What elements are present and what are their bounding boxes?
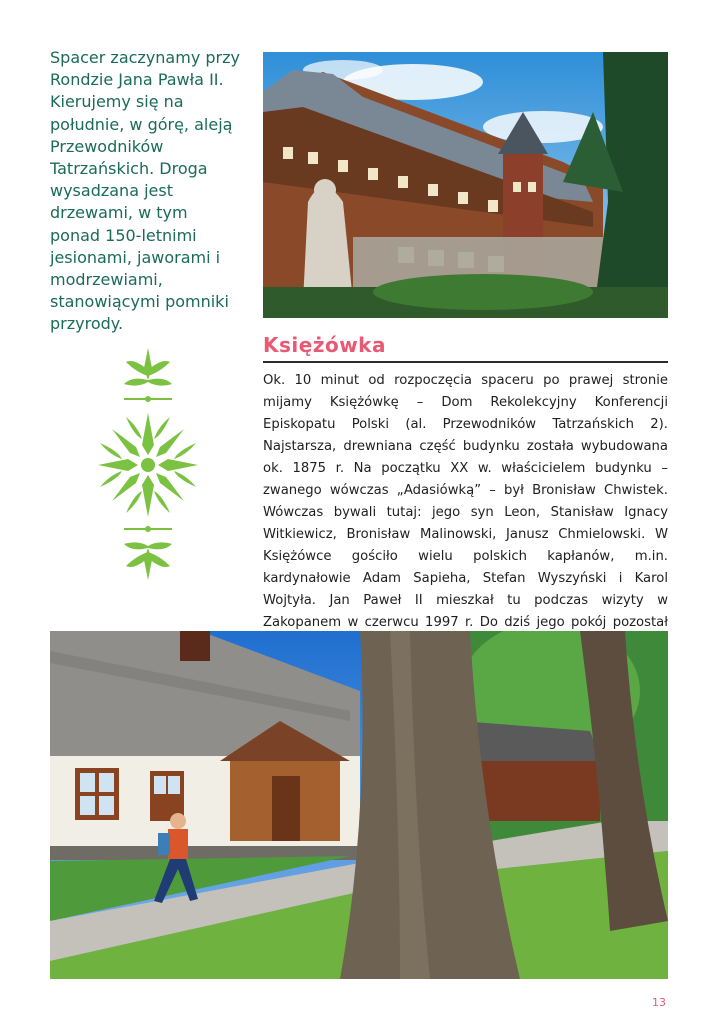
highland-houses-photo xyxy=(50,631,668,979)
ksiezowka-building-photo xyxy=(263,52,668,318)
title-divider xyxy=(263,361,668,363)
section-title: Księżówka xyxy=(263,333,386,357)
page-number: 13 xyxy=(652,996,666,1009)
intro-paragraph: Spacer zaczynamy przy Rondzie Jana Pawła II. Kierujemy się na południe, w górę, aleją Przewodników Tatrzańskich. Droga wysadzana jest drzewami, w tym ponad 150-letnimi jesionami, jaworami i modrzewiami, stanowiącymi pomniki przyrody. xyxy=(50,48,240,334)
section-body: Ok. 10 minut od rozpoczęcia spaceru po prawej stronie mijamy Księżówkę – Dom Rekolekcyjny Konferencji Episkopatu Polski (al. Przewodników Tatrzańskich 2). Najstarsza, drewniana część budynku została wybudowana ok. 1875 r. Na początku XX w. właścicielem budynku – zwanego wówczas „Adasiówką” – był Bronisław Chwistek. Wówczas bywali tutaj: jego syn Leon, Stanisław Ignacy Witkiewicz, Bronisław Malinowski, Janusz Chmielowski. W Księżówce gościło wielu polskich kapłanów, m.in. kardynałowie Adam Sapieha, Stefan Wyszyński i Karol Wojtyła. Jan Paweł II mieszkał tu podczas wizyty w Zakopanem w czerwcu 1997 r. Do dziś jego pokój pozostał xyxy=(263,373,668,630)
floral-ornament-icon xyxy=(96,340,200,588)
